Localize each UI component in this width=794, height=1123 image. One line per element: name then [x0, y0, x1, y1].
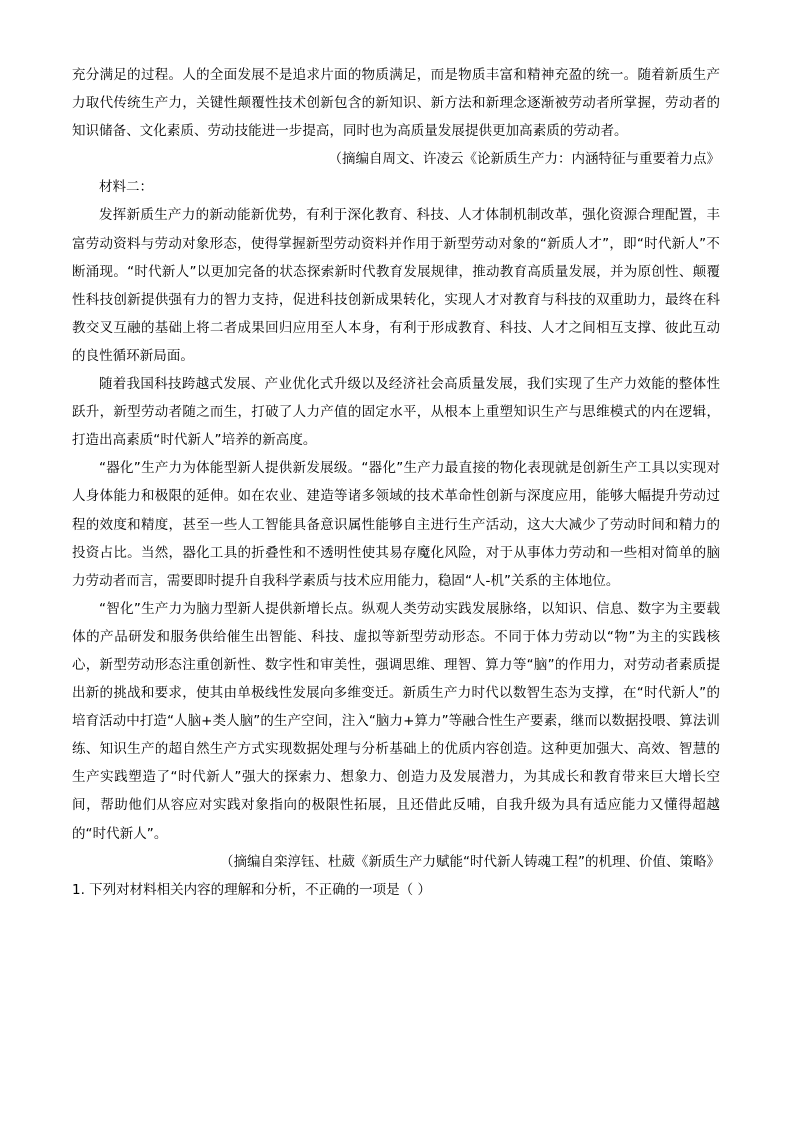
paragraph-3: “器化”生产力为体能型新人提供新发展级。“器化”生产力最直接的物化表现就是创新生产工具以实现对人身体能力和极限的延伸。如在农业、建造等诸多领域的技术革命性创新与深度应用，能够大幅提升劳动过程的效度和精度，甚至一些人工智能具备意识属性能够自主进行生产活动，这大大减少了劳动时间和精力的投资占比。当然，器化工具的折叠性和不透明性使其易存魔化风险，对于从事体力劳动和一些相对简单的脑力劳动者而言，需要即时提升自我科学素质与技术应用能力，稳固“人-机”关系的主体地位。	[72, 460, 720, 589]
paragraph-1: 发挥新质生产力的新动能新优势，有利于深化教育、科技、人才体制机制改革，强化资源合理配置，丰富劳动资料与劳动对象形态，使得掌握新型劳动资料并作用于新型劳动对象的“新质人才”，即“时代新人”不断涌现。“时代新人”以更加完备的状态探索新时代教育发展规律，推动教育高质量发展，并为原创性、颠覆性科技创新提供强有力的智力支持，促进科技创新成果转化，实现人才对教育与科技的双重助力，最终在科教交叉互融的基础上将二者成果回归应用至人本身，有利于形成教育、科技、人才之间相互支撑、彼此互动的良性循环新局面。	[72, 207, 720, 364]
source-citation-2: （摘编自栾淳钰、杜葳《新质生产力赋能“时代新人铸魂工程”的机理、价值、策略》	[220, 853, 720, 870]
paragraph-material1-end: 充分满足的过程。人的全面发展不是追求片面的物质满足，而是物质丰富和精神充盈的统一。随着新质生产力取代传统生产力，关键性颠覆性技术创新包含的新知识、新方法和新理念逐渐被劳动者所掌握，劳动者的知识储备、文化素质、劳动技能进一步提高，同时也为高质量发展提供更加高素质的劳动者。	[72, 67, 720, 140]
question-1: 1. 下列对材料相关内容的理解和分析，不正确的一项是（ ）	[72, 881, 431, 898]
paragraph-4: “智化”生产力为脑力型新人提供新增长点。纵观人类劳动实践发展脉络，以知识、信息、数字为主要载体的产品研发和服务供给催生出智能、科技、虚拟等新型劳动形态。不同于体力劳动以“物”为主的实践核心，新型劳动形态注重创新性、数字性和审美性，强调思维、理智、算力等“脑”的作用力，对劳动者素质提出新的挑战和要求，使其由单极线性发展向多维变迁。新质生产力时代以数智生态为支撑，在“时代新人”的培育活动中打造“人脑+类人脑”的生产空间，注入“脑力+算力”等融合性生产要素，继而以数据投喂、算法训练、知识生产的超自然生产方式实现数据处理与分析基础上的优质内容创造。这种更加强大、高效、智慧的生产实践塑造了“时代新人”强大的探索力、想象力、创造力及发展潜力，为其成长和教育带来巨大增长空间，帮助他们从容应对实践对象指向的极限性拓展，且还借此反哺，自我升级为具有适应能力又懂得超越的“时代新人”。	[72, 600, 720, 842]
source-citation-1: （摘编自周文、许凌云《论新质生产力：内涵特征与重要着力点》	[328, 151, 720, 168]
material-label-2: 材料二：	[99, 179, 153, 196]
paragraph-2: 随着我国科技跨越式发展、产业优化式升级以及经济社会高质量发展，我们实现了生产力效能的整体性跃升，新型劳动者随之而生，打破了人力产值的固定水平，从根本上重塑知识生产与思维模式的内在逻辑，打造出高素质“时代新人”培养的新高度。	[72, 376, 720, 449]
document-body	[72, 61, 720, 904]
